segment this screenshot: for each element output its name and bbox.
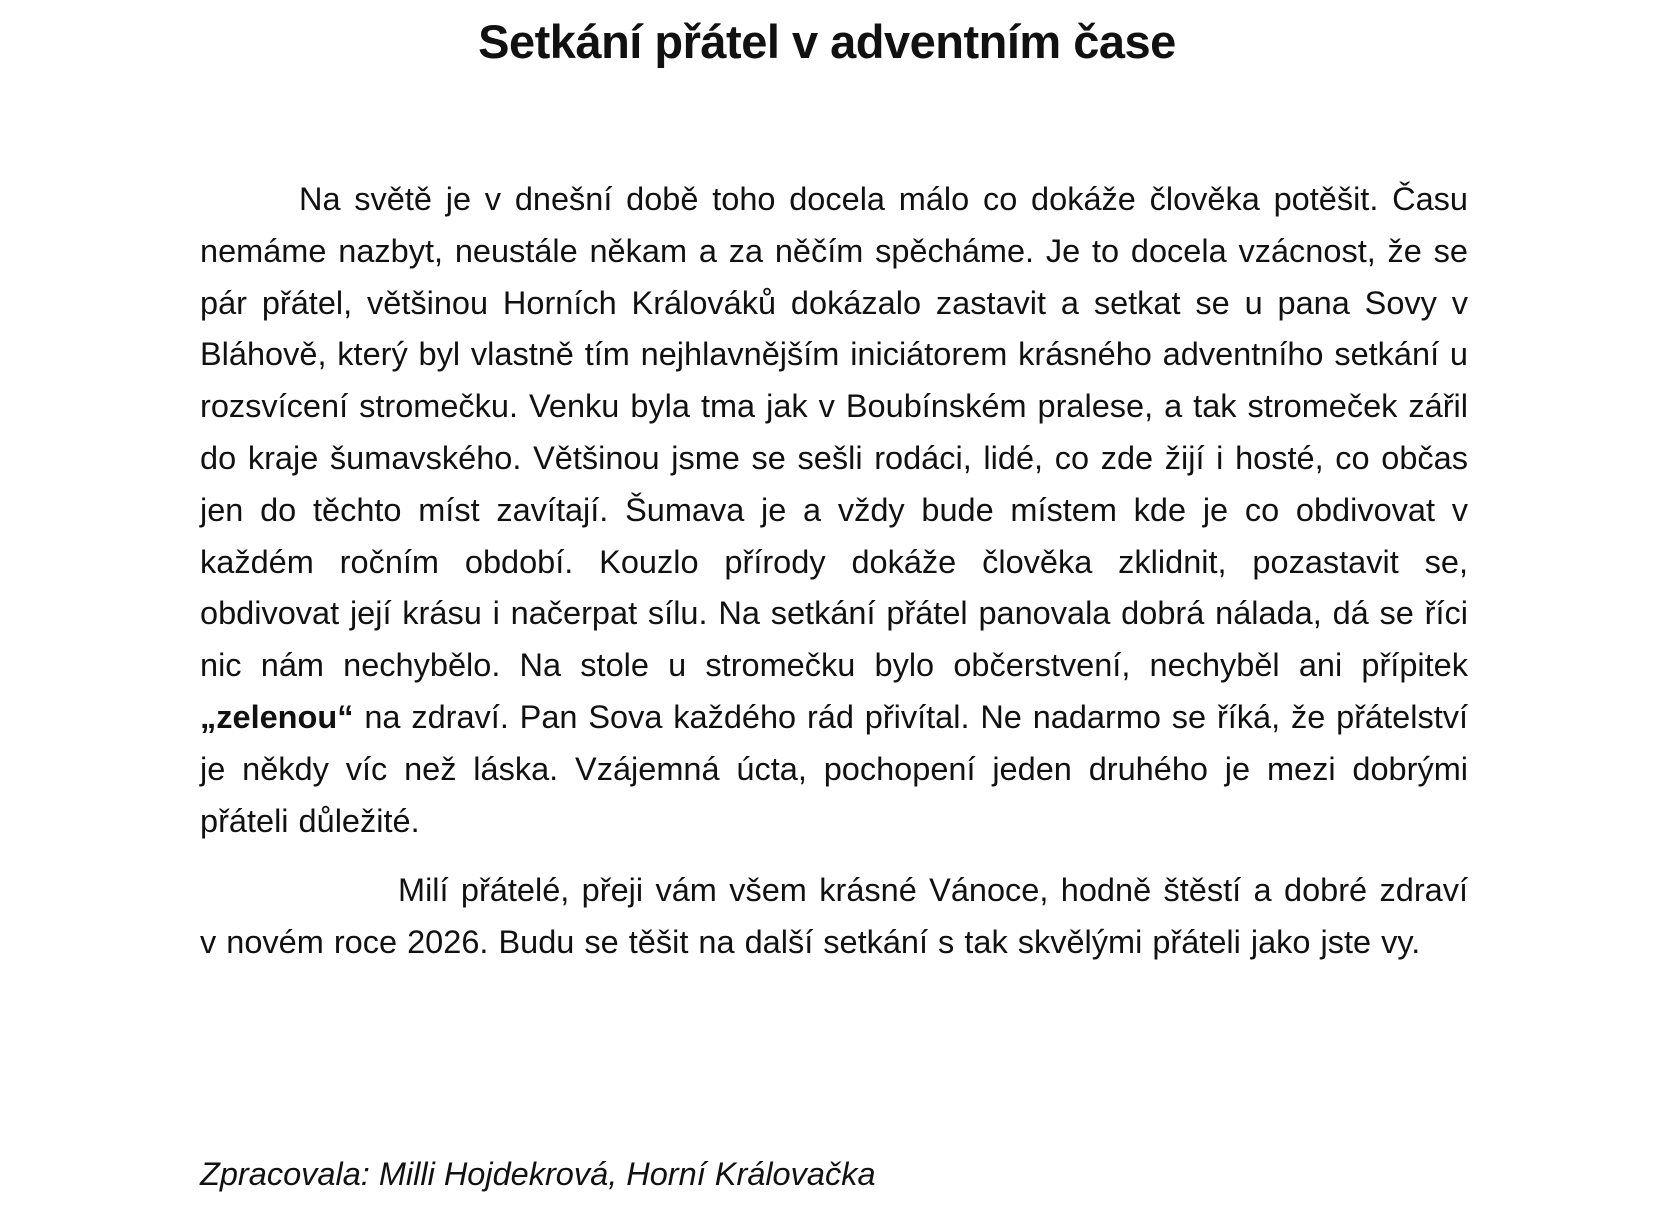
article-body [200,174,1468,969]
bold-phrase: „zelenou“ [200,698,354,735]
paragraph-main-text-end: na zdraví. Pan Sova každého rád přivítal. Ne nadarmo se říká, že přátelství je někdy víc než láska. Vzájemná úcta, pochopení jeden druhého je mezi dobrými přáteli důležité. [200,698,1469,839]
paragraph-main-text-start: Na světě je v dnešní době toho docela málo co dokáže člověka potěšit. Času nemáme nazbyt, neustále někam a za něčím spěcháme. Je to docela vzácnost, že se pár přátel, většinou Horních Králováků dokázalo zastavit a setkat se u pana Sovy v Bláhově, který byl vlastně tím nejhlavnějším iniciátorem krásného adventního setkání u rozsvícení stromečku. Venku byla tma jak v Boubínském pralese, a tak stromeček zářil do kraje šumavského. Většinou jsme se sešli rodáci, lidé, co zde žijí i hosté, co občas jen do těchto míst zavítají. Šumava je a vždy bude místem kde je co obdivovat v každém ročním období. Kouzlo přírody dokáže člověka zklidnit, pozastavit se, obdivovat její krásu i načerpat sílu. Na setkání přátel panovala dobrá nálada, dá se říci nic nám nechybělo. Na stole u stromečku bylo občerstvení, nechyběl ani přípitek [200,181,1468,684]
paragraph-main [200,174,1468,847]
article-title: Setkání přátel v adventním čase [478,15,1176,68]
paragraph-wishes: Milí přátelé, přeji vám všem krásné Vánoce, hodně štěstí a dobré zdraví v novém roce 2026. Budu se těšit na další setkání s tak skvělými přáteli jako jste vy. [200,872,1468,961]
author-signature: Zpracovala: Milli Hojdekrová, Horní Královačka [200,1156,876,1192]
